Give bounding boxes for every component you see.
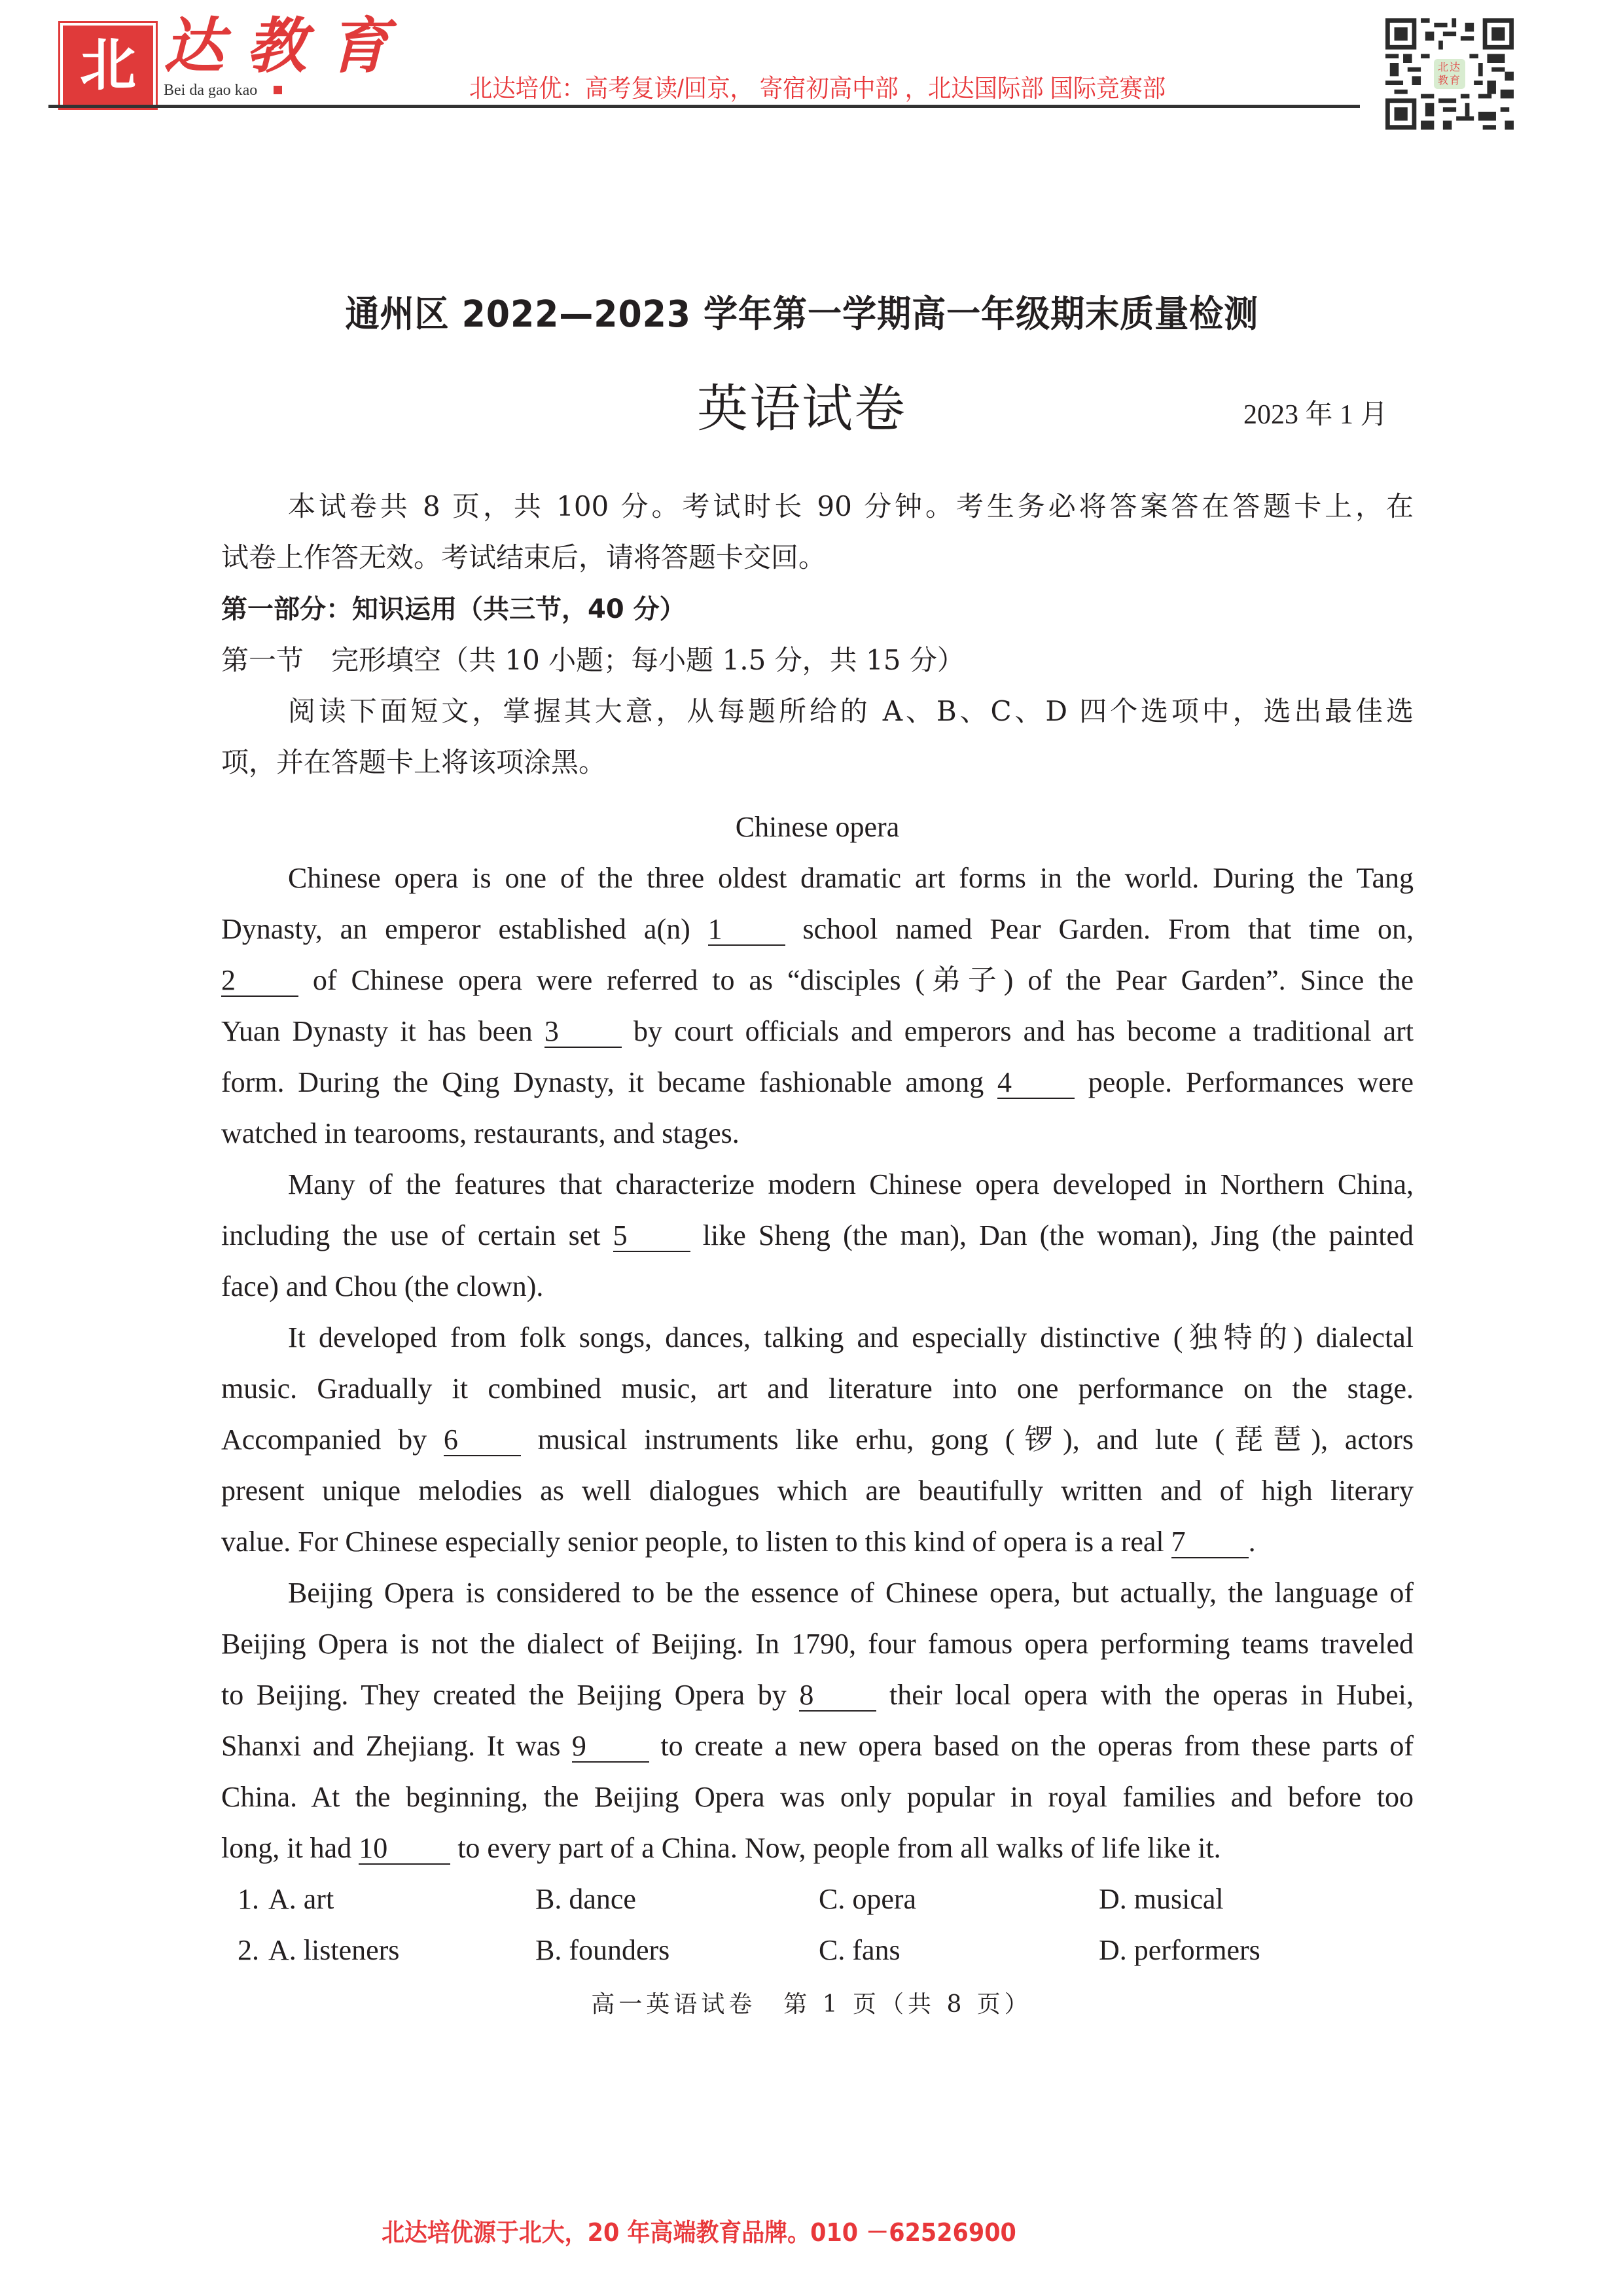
passage-line <box>221 1524 1414 1560</box>
passage-text: long, it had <box>221 1832 359 1864</box>
logo-square-mark <box>274 86 282 94</box>
passage-line <box>221 1064 1414 1101</box>
exam-date: 2023 年 1 月 <box>1243 400 1388 430</box>
passage-text: form. During the Qing Dynasty, it became fashionable among <box>221 1066 998 1098</box>
passage-text: to Beijing. They created the Beijing Opera by <box>221 1679 800 1711</box>
passage-text: Many of the features that characterize modern Chinese opera developed in Northern China, <box>288 1168 1414 1200</box>
passage-text: including the use of certain set <box>221 1219 613 1251</box>
cloze-blank-6[interactable]: 6 <box>444 1425 521 1456</box>
passage-text: China. At the beginning, the Beijing Opera was only popular in royal families and before too <box>221 1781 1414 1813</box>
passage-text: to every part of a China. Now, people from all walks of life like it. <box>450 1832 1221 1864</box>
logo-wordmark: 达教育 <box>164 10 412 81</box>
passage-text: music. Gradually it combined music, art and literature into one performance on the stage. <box>221 1372 1414 1405</box>
passage-text: face) and Chou (the clown). <box>221 1270 544 1302</box>
passage-line <box>221 1013 1414 1050</box>
logo-seal <box>63 26 153 105</box>
passage-text: to create a new opera based on the operas from these parts of <box>649 1730 1414 1762</box>
answer-option[interactable]: C. fans <box>819 1934 901 1966</box>
passage-text: like Sheng (the man), Dan (the woman), Jing (the painted <box>690 1219 1414 1251</box>
answer-option[interactable]: A. listeners <box>268 1934 400 1966</box>
passage-line <box>288 860 1414 897</box>
cloze-blank-7[interactable]: 7 <box>1171 1527 1249 1558</box>
passage-text: Yuan Dynasty it has been <box>221 1015 544 1047</box>
instructions-line-1: 本试卷共 8 页，共 100 分。考试时长 90 分钟。考生务必将答案答在答题卡上，在 <box>288 490 1414 522</box>
passage-text: Accompanied by <box>221 1424 444 1456</box>
passage-line <box>221 1115 1414 1152</box>
passage-line <box>221 1728 1414 1765</box>
passage-text: Shanxi and Zhejiang. It was <box>221 1730 572 1762</box>
passage-line <box>221 1473 1414 1509</box>
passage-text: musical instruments like erhu, gong (锣), and lute (琵琶), actors <box>520 1424 1414 1456</box>
passage-text: . <box>1248 1526 1256 1558</box>
cloze-blank-8[interactable]: 8 <box>799 1680 876 1712</box>
answer-option[interactable]: B. dance <box>535 1883 636 1915</box>
exam-title-text: 通州区 2022—2023 学年第一学期高一年级期末质量检测 <box>345 293 1258 336</box>
question-row <box>0 1932 1623 1969</box>
passage-text: by court officials and emperors and has become a traditional art <box>621 1015 1414 1047</box>
cloze-blank-10[interactable]: 10 <box>359 1833 450 1865</box>
passage-line <box>221 1830 1414 1867</box>
passage-text: Dynasty, an emperor established a(n) <box>221 913 708 945</box>
passage-line <box>221 1268 1414 1305</box>
cloze-blank-1[interactable]: 1 <box>708 914 785 946</box>
exam-title <box>0 285 1623 338</box>
qr-code <box>1385 18 1514 130</box>
passage-line <box>221 1217 1414 1254</box>
section-heading: 第一节 完形填空（共 10 小题；每小题 1.5 分，共 15 分） <box>221 644 965 676</box>
passage-title: Chinese opera <box>735 811 900 843</box>
passage-text: Beijing Opera is considered to be the essence of Chinese opera, but actually, the language of <box>288 1577 1414 1609</box>
passage-text: of Chinese opera were referred to as “disciples (弟子) of the Pear Garden”. Since the <box>298 964 1414 996</box>
cloze-blank-4[interactable]: 4 <box>997 1067 1075 1099</box>
passage-text: It developed from folk songs, dances, talking and especially distinctive (独特的) dialectal <box>288 1321 1414 1354</box>
passage-line <box>288 1575 1414 1611</box>
header-divider <box>48 105 1360 108</box>
question-row <box>0 1881 1623 1918</box>
question-number: 2. <box>238 1934 259 1966</box>
passage-line <box>221 962 1414 999</box>
logo-seal-char: 北 <box>80 32 136 98</box>
cloze-blank-2[interactable]: 2 <box>221 965 298 997</box>
passage-line <box>288 1319 1414 1356</box>
logo-subtitle: Bei da gao kao <box>164 82 258 99</box>
part-heading: 第一部分：知识运用（共三节，40 分） <box>221 594 686 624</box>
cloze-blank-5[interactable]: 5 <box>613 1221 690 1252</box>
instructions-line-2: 试卷上作答无效。考试结束后，请将答题卡交回。 <box>221 541 827 573</box>
passage-line <box>221 1677 1414 1713</box>
passage-text: people. Performances were <box>1075 1066 1414 1098</box>
answer-option[interactable]: D. musical <box>1099 1883 1224 1915</box>
header-tagline: 北达培优：高考复读/回京， 寄宿初高中部 ，北达国际部 国际竞赛部 <box>469 75 1166 103</box>
answer-option[interactable]: A. art <box>268 1883 334 1915</box>
passage-text: Beijing Opera is not the dialect of Beijing. In 1790, four famous opera performing teams traveled <box>221 1628 1414 1660</box>
promo-footer: 北达培优源于北大，20 年高端教育品牌。010 －62526900 <box>382 2218 1016 2247</box>
cloze-blank-3[interactable]: 3 <box>544 1016 622 1048</box>
passage-text: Chinese opera is one of the three oldest dramatic art forms in the world. During the Tang <box>288 862 1414 894</box>
directions-line-2: 项，并在答题卡上将该项涂黑。 <box>221 746 607 778</box>
question-number: 1. <box>238 1883 259 1915</box>
passage-line <box>221 1779 1414 1816</box>
passage-text: value. For Chinese especially senior people, to listen to this kind of opera is a real <box>221 1526 1171 1558</box>
passage-line <box>288 1166 1414 1203</box>
passage-text: their local opera with the operas in Hubei, <box>876 1679 1414 1711</box>
exam-subtitle: 英语试卷 <box>697 380 907 439</box>
page-number-footer: 高一英语试卷 第 1 页（共 8 页） <box>591 1991 1032 2018</box>
passage-line <box>221 911 1414 948</box>
passage-line <box>221 1422 1414 1458</box>
qr-center-label: 北达教育 <box>1434 59 1465 89</box>
passage-text: school named Pear Garden. From that time on, <box>785 913 1414 945</box>
answer-option[interactable]: D. performers <box>1099 1934 1260 1966</box>
directions-line-1: 阅读下面短文，掌握其大意，从每题所给的 A、B、C、D 四个选项中，选出最佳选 <box>288 695 1414 727</box>
passage-text: present unique melodies as well dialogues which are beautifully written and of high literary <box>221 1475 1414 1507</box>
passage-line <box>221 1371 1414 1407</box>
answer-option[interactable]: C. opera <box>819 1883 917 1915</box>
answer-option[interactable]: B. founders <box>535 1934 670 1966</box>
passage-text: watched in tearooms, restaurants, and stages. <box>221 1117 740 1149</box>
passage-line <box>221 1626 1414 1662</box>
cloze-blank-9[interactable]: 9 <box>572 1731 649 1763</box>
